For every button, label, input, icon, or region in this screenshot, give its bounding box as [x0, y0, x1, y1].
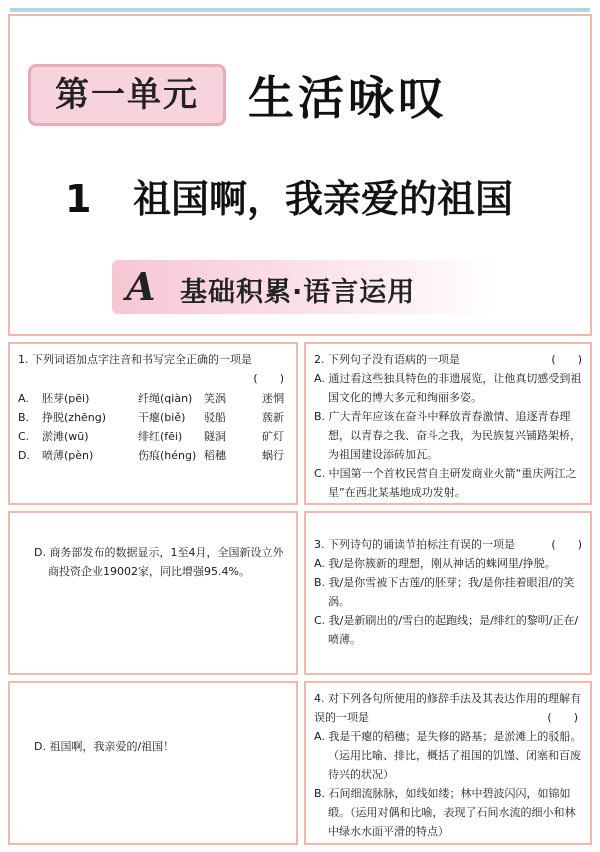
question-2-panel	[304, 342, 592, 505]
section-title: 基础积累·语言运用	[180, 277, 416, 308]
question-2-text: 2. 下列句子没有语病的一项是	[314, 353, 460, 366]
section-letter: A	[126, 264, 156, 309]
option-word: 伤痕(héng)	[138, 449, 197, 462]
question-2-continued-panel	[8, 511, 298, 675]
question-3-continued-panel	[8, 681, 298, 845]
option-d: D. 祖国啊，我亲爱的/祖国！	[34, 740, 175, 753]
option-word: 驳船	[204, 411, 226, 424]
option-word: 迷惘	[262, 392, 284, 405]
question-3-panel	[304, 511, 592, 675]
option-b: B. 石间细流脉脉，如线如缕；林中碧波闪闪，如锦如缎。（运用对偶和比喻，表现了石间水流的细小和林中绿水水面平滑的特点）	[314, 787, 576, 838]
option-word: 胚芽(pēi)	[42, 392, 90, 405]
option-b: B. 我/是你雪被下古莲/的胚芽；我/是你挂着眼泪/的笑涡。	[314, 576, 575, 608]
question-2-stem	[314, 350, 582, 369]
question-3-stem	[314, 535, 582, 554]
top-accent-line	[10, 8, 590, 12]
chapter-header-panel	[8, 14, 592, 336]
question-3-text: 3. 下列诗句的诵读节拍标注有误的一项是	[314, 538, 515, 551]
option-word: 干瘪(biě)	[138, 411, 186, 424]
option-letter: C.	[18, 430, 30, 443]
answer-paren: ( )	[547, 711, 578, 724]
option-letter: D.	[18, 449, 30, 462]
lesson-number: 1	[65, 177, 92, 221]
option-word: 挣脱(zhēng)	[42, 411, 107, 424]
option-word: 稻穗	[204, 449, 226, 462]
question-4-panel	[304, 681, 592, 845]
option-letter: B.	[18, 411, 30, 424]
answer-paren: ( )	[551, 538, 582, 551]
option-letter: A.	[18, 392, 29, 405]
question-4-stem: 4. 对下列各句所使用的修辞手法及其表达作用的理解有误的一项是	[314, 692, 581, 724]
option-word: 笑涡	[204, 392, 226, 405]
option-word: 矿灯	[262, 430, 284, 443]
option-word: 隧洞	[204, 430, 226, 443]
option-a: A. 我是干瘪的稻穗；是失修的路基；是淤滩上的驳船。（运用比喻、排比，概括了祖国的饥馑、闭塞和百废待兴的状况）	[314, 730, 582, 781]
option-a: A. 我/是你簇新的理想，刚从神话的蛛网里/挣脱。	[314, 557, 556, 570]
option-c: C. 中国第一个首枚民营自主研发商业火箭“重庆两江之星”在西北某基地成功发射。	[314, 467, 577, 499]
option-word: 淤滩(wū)	[42, 430, 89, 443]
question-1-stem: 1. 下列词语加点字注音和书写完全正确的一项是	[18, 353, 252, 366]
question-1-panel	[8, 342, 298, 505]
option-word: 蔟新	[262, 411, 284, 424]
option-b: B. 广大青年应该在奋斗中释放青春激情、追逐青春理想，以青春之我、奋斗之我，为民族复兴铺路架桥，为祖国建设添砖加瓦。	[314, 410, 581, 461]
option-word: 蜗行	[262, 449, 284, 462]
option-word: 纤绳(qiàn)	[138, 392, 193, 405]
option-c: C. 我/是新刷出的/雪白的起跑线；是/绯红的黎明/正在/喷薄。	[314, 614, 579, 646]
lesson-heading	[65, 168, 513, 223]
option-word: 喷薄(pèn)	[42, 449, 94, 462]
question-1-options	[18, 389, 288, 465]
option-a: A. 通过看这些独具特色的非遗展览，让他真切感受到祖国文化的博大多元和绚丽多姿。	[314, 372, 582, 404]
unit-label: 第一单元	[55, 75, 199, 115]
option-d: D. 商务部发布的数据显示，1至4月，全国新设立外商投资企业19002家，同比增强95.4%。	[34, 546, 284, 578]
answer-paren: ( )	[551, 353, 582, 366]
unit-title: 生活咏叹	[248, 71, 448, 125]
answer-paren: ( )	[253, 372, 284, 385]
lesson-title: 祖国啊，我亲爱的祖国	[133, 177, 514, 221]
unit-badge	[28, 64, 226, 126]
option-word: 绯红(fēi)	[138, 430, 183, 443]
